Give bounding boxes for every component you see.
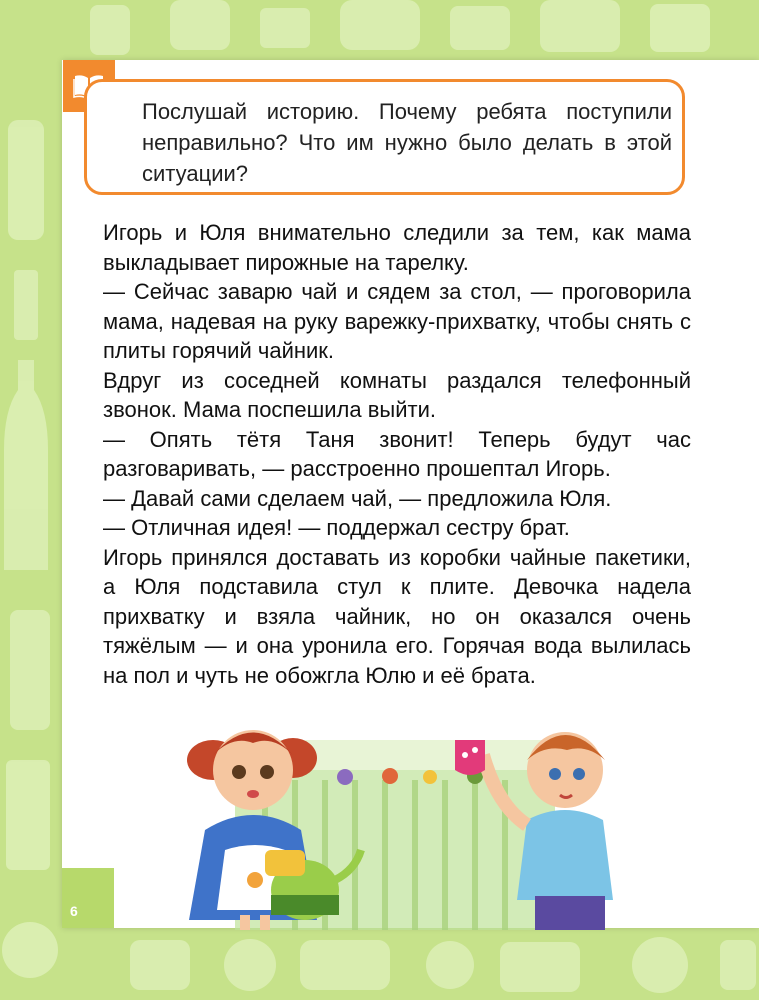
story-paragraph: Игорь и Юля внимательно следили за тем, как мама выкладывает пирожные на тарелку.	[103, 220, 691, 275]
page-number: 6	[70, 903, 78, 919]
story-paragraph: — Опять тётя Таня звонит! Теперь будут час разговаривать, — расстроенно прошептал Игорь.	[103, 426, 691, 481]
task-text: Послушай историю. Почему ребята поступили неправильно? Что им нужно было делать в этой ситуации?	[142, 99, 672, 186]
page-corner-tab	[62, 868, 114, 928]
task-box	[84, 79, 685, 195]
story-paragraph: Игорь принялся доставать из коробки чайные пакетики, а Юля подставила стул к плите. Девочка надела прихватку и взяла чайник, но он оказался очень тяжёлым — и она уронила его. Горячая вода вылилась на пол и чуть не обожгла Юлю и её брата.	[103, 544, 691, 688]
story-text	[103, 218, 691, 690]
story-paragraph: — Давай сами сделаем чай, — предложила Юля.	[103, 485, 612, 511]
kitchen-illustration	[155, 700, 635, 930]
story-paragraph: Вдруг из соседней комнаты раздался телефонный звонок. Мама поспешила выйти.	[103, 367, 691, 422]
story-paragraph: — Сейчас заварю чай и сядем за стол, — проговорила мама, надевая на руку варежку-прихватку, чтобы снять с плиты горячий чайник.	[103, 279, 691, 363]
story-paragraph: — Отличная идея! — поддержал сестру брат.	[103, 515, 570, 540]
